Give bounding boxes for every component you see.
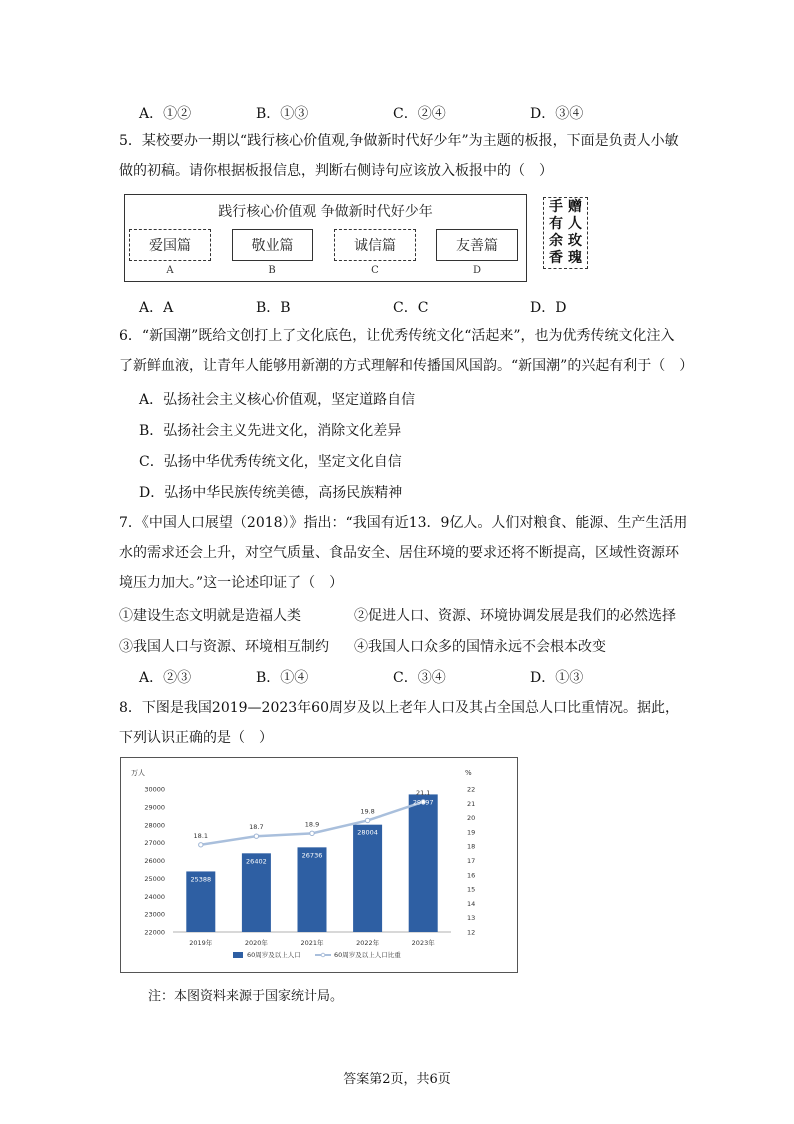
legend-line-label: 60周岁及以上人口比重 bbox=[334, 951, 401, 959]
q7-statement-1: ①建设生态文明就是造福人类 bbox=[119, 608, 301, 624]
y2-axis-unit-label: % bbox=[465, 769, 472, 777]
ratio-data-label: 21.1 bbox=[415, 788, 431, 797]
y-tick-label: 30000 bbox=[144, 785, 165, 794]
q5-option-a: A．A bbox=[139, 300, 174, 316]
y-tick-label: 23000 bbox=[144, 910, 165, 919]
ratio-point-2021年 bbox=[310, 831, 314, 835]
q6-option-a: A．弘扬社会主义核心价值观，坚定道路自信 bbox=[139, 392, 416, 408]
q7-option-c: C．③④ bbox=[393, 670, 446, 686]
x-tick-label: 2023年 bbox=[411, 939, 435, 947]
q5-stem-line1: 5．某校要办一期以“践行核心价值观,争做新时代好少年”为主题的板报，下面是负责人小敏 bbox=[119, 133, 679, 149]
bar-2023年 bbox=[409, 794, 438, 932]
ratio-point-2020年 bbox=[254, 834, 258, 838]
chart-svg bbox=[121, 758, 517, 972]
q4-option-d: D．③④ bbox=[530, 106, 584, 122]
page-footer: 答案第2页，共6页 bbox=[343, 1072, 451, 1087]
q4-option-a: A．①② bbox=[139, 106, 192, 122]
q5-option-b: B．B bbox=[256, 300, 291, 316]
q6-stem-line2: 了新鲜血液，让青年人能够用新潮的方式理解和传播国风国韵。“新国潮”的兴起有利于（ ） bbox=[119, 358, 694, 374]
x-tick-label: 2020年 bbox=[244, 939, 268, 947]
q5-option-c: C．C bbox=[393, 300, 429, 316]
q8-stem-line2: 下列认识正确的是（ ） bbox=[119, 730, 273, 746]
x-tick-label: 2021年 bbox=[300, 939, 324, 947]
poem-char: 余 bbox=[549, 233, 563, 249]
ratio-data-label: 18.9 bbox=[304, 820, 320, 829]
legend-bar-swatch bbox=[233, 952, 243, 958]
bar-data-label: 29697 bbox=[412, 798, 434, 807]
q6-stem-line1: 6．“新国潮”既给文创打上了文化底色，让优秀传统文化“活起来”，也为优秀传统文化注入 bbox=[119, 328, 675, 344]
y2-tick-label: 18 bbox=[467, 842, 476, 851]
q7-statement-2: ②促进人口、资源、环境协调发展是我们的必然选择 bbox=[354, 608, 676, 624]
q7-option-d: D．①③ bbox=[530, 670, 584, 686]
y2-tick-label: 22 bbox=[467, 785, 476, 794]
ratio-point-2022年 bbox=[365, 818, 369, 822]
q7-stem-line2: 水的需求还会上升，对空气质量、食品安全、居住环境的要求还将不断提高，区域性资源环 bbox=[119, 545, 679, 561]
q4-option-c: C．②④ bbox=[393, 106, 446, 122]
y-tick-label: 29000 bbox=[144, 803, 165, 812]
chart-source-note: 注：本图资料来源于国家统计局。 bbox=[148, 989, 344, 1004]
q7-statement-4: ④我国人口众多的国情永远不会根本改变 bbox=[354, 639, 606, 655]
ratio-data-label: 18.1 bbox=[193, 831, 209, 840]
panel-b-letter: B bbox=[268, 265, 276, 276]
q6-option-d: D．弘扬中华民族传统美德，高扬民族精神 bbox=[139, 485, 403, 501]
panel-c-letter: C bbox=[371, 265, 379, 276]
bar-data-label: 26736 bbox=[301, 851, 323, 860]
q5-option-d: D．D bbox=[530, 300, 567, 316]
poem-char: 瑰 bbox=[568, 250, 582, 266]
q4-option-b: B．①③ bbox=[256, 106, 309, 122]
bar-2022年 bbox=[353, 825, 382, 932]
y-axis-unit-label: 万人 bbox=[131, 769, 145, 777]
y2-tick-label: 12 bbox=[467, 928, 476, 937]
y2-tick-label: 15 bbox=[467, 885, 476, 894]
q6-option-b: B．弘扬社会主义先进文化，消除文化差异 bbox=[139, 423, 402, 439]
q5-stem-line2: 做的初稿。请你根据板报信息，判断右侧诗句应该放入板报中的（ ） bbox=[119, 163, 553, 179]
ratio-point-2019年 bbox=[199, 843, 203, 847]
bar-data-label: 26402 bbox=[246, 857, 267, 866]
y2-tick-label: 14 bbox=[467, 899, 476, 908]
panel-a: 爱国篇 bbox=[129, 229, 211, 261]
q6-option-c: C．弘扬中华优秀传统文化，坚定文化自信 bbox=[139, 454, 402, 470]
q7-stem-line3: 境压力加大。”这一论述印证了（ ） bbox=[119, 575, 344, 591]
q8-stem-line1: 8．下图是我国2019—2023年60周岁及以上老年人口及其占全国总人口比重情况。据此， bbox=[119, 700, 679, 716]
legend-line-marker bbox=[321, 953, 325, 957]
y2-tick-label: 17 bbox=[467, 857, 476, 865]
y-tick-label: 26000 bbox=[144, 857, 165, 865]
poem-char: 人 bbox=[568, 216, 582, 232]
y-tick-label: 27000 bbox=[144, 839, 165, 848]
x-tick-label: 2022年 bbox=[356, 939, 380, 947]
y2-tick-label: 13 bbox=[467, 914, 476, 923]
q7-stem-line1: 7．《中国人口展望（2018）》指出：“我国有近13．9亿人。人们对粮食、能源、生产生活用 bbox=[119, 515, 688, 531]
panel-c: 诚信篇 bbox=[334, 229, 416, 261]
q7-option-b: B．①④ bbox=[256, 670, 309, 686]
x-tick-label: 2019年 bbox=[189, 939, 213, 947]
poem-char: 香 bbox=[549, 250, 563, 266]
poem-card bbox=[543, 197, 588, 269]
population-chart bbox=[120, 757, 518, 973]
panel-b: 敬业篇 bbox=[232, 229, 313, 261]
bar-2021年 bbox=[298, 847, 327, 932]
y2-tick-label: 20 bbox=[467, 814, 476, 823]
q7-statement-3: ③我国人口与资源、环境相互制约 bbox=[119, 639, 329, 655]
y2-tick-label: 21 bbox=[467, 799, 476, 808]
panel-a-letter: A bbox=[166, 265, 174, 276]
y2-tick-label: 16 bbox=[467, 871, 476, 880]
bar-data-label: 25388 bbox=[190, 875, 212, 884]
panel-d: 友善篇 bbox=[436, 229, 518, 261]
bar-data-label: 28004 bbox=[357, 828, 378, 837]
poem-char: 赠 bbox=[568, 199, 582, 215]
y-tick-label: 22000 bbox=[144, 928, 165, 937]
y-tick-label: 25000 bbox=[144, 874, 165, 883]
poem-char: 有 bbox=[549, 216, 563, 232]
panel-d-letter: D bbox=[472, 265, 482, 276]
board-draft bbox=[124, 194, 527, 282]
board-title: 践行核心价值观 争做新时代好少年 bbox=[218, 204, 433, 220]
y-tick-label: 24000 bbox=[144, 892, 165, 901]
q7-option-a: A．②③ bbox=[139, 670, 192, 686]
ratio-data-label: 19.8 bbox=[360, 807, 375, 816]
y-tick-label: 28000 bbox=[144, 821, 165, 830]
y2-tick-label: 19 bbox=[467, 828, 476, 837]
legend-bar-label: 60周岁及以上人口 bbox=[247, 951, 301, 959]
poem-char: 手 bbox=[549, 199, 563, 215]
ratio-data-label: 18.7 bbox=[249, 823, 264, 832]
poem-char: 玫 bbox=[568, 233, 582, 249]
